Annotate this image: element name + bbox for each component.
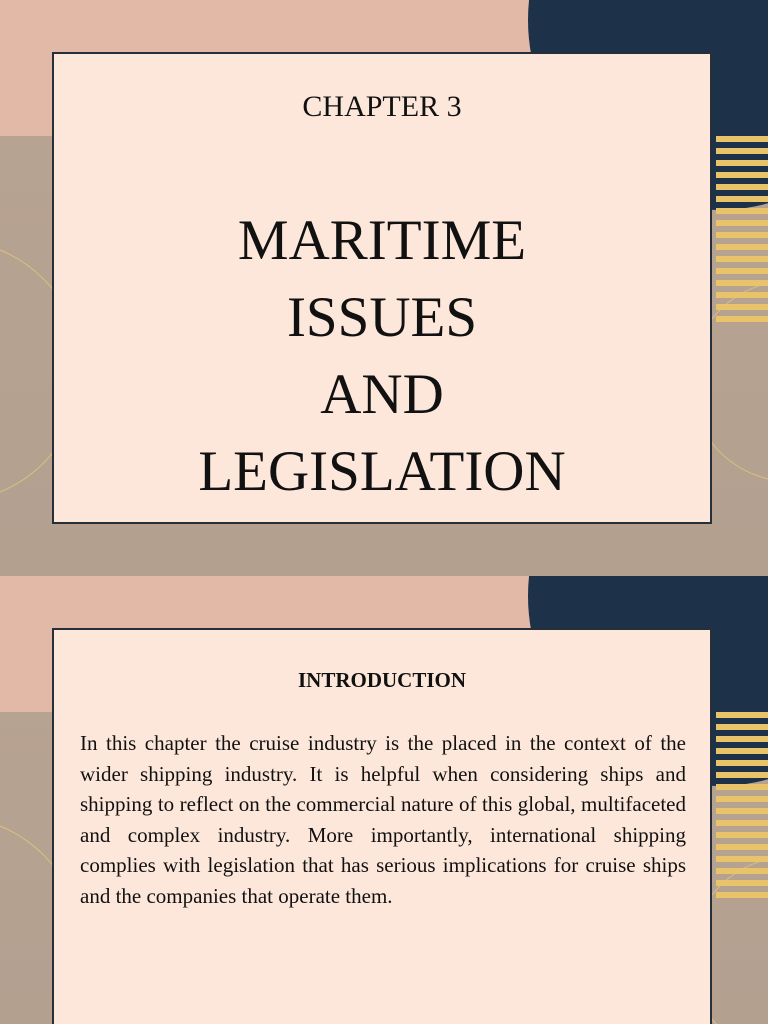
title-line: ISSUES — [286, 286, 478, 349]
title-line: MARITIME — [237, 209, 527, 272]
introduction-card — [52, 628, 712, 1024]
introduction-paragraph: In this chapter the cruise industry is the placed in the context of the wider shipping industry. It is helpful when considering ships and shipping to reflect on the commercial nature of this global, multifaceted and complex industry. More importantly, international shipping complies with legislation that has serious implications for cruise ships and the companies that operate them. — [80, 731, 686, 908]
chapter-title — [54, 202, 710, 510]
slide-introduction — [0, 576, 768, 1024]
section-heading: INTRODUCTION — [297, 668, 467, 692]
title-card — [52, 52, 712, 524]
title-line: LEGISLATION — [198, 440, 566, 503]
title-line: AND — [320, 363, 444, 426]
chapter-label: CHAPTER 3 — [302, 90, 462, 123]
